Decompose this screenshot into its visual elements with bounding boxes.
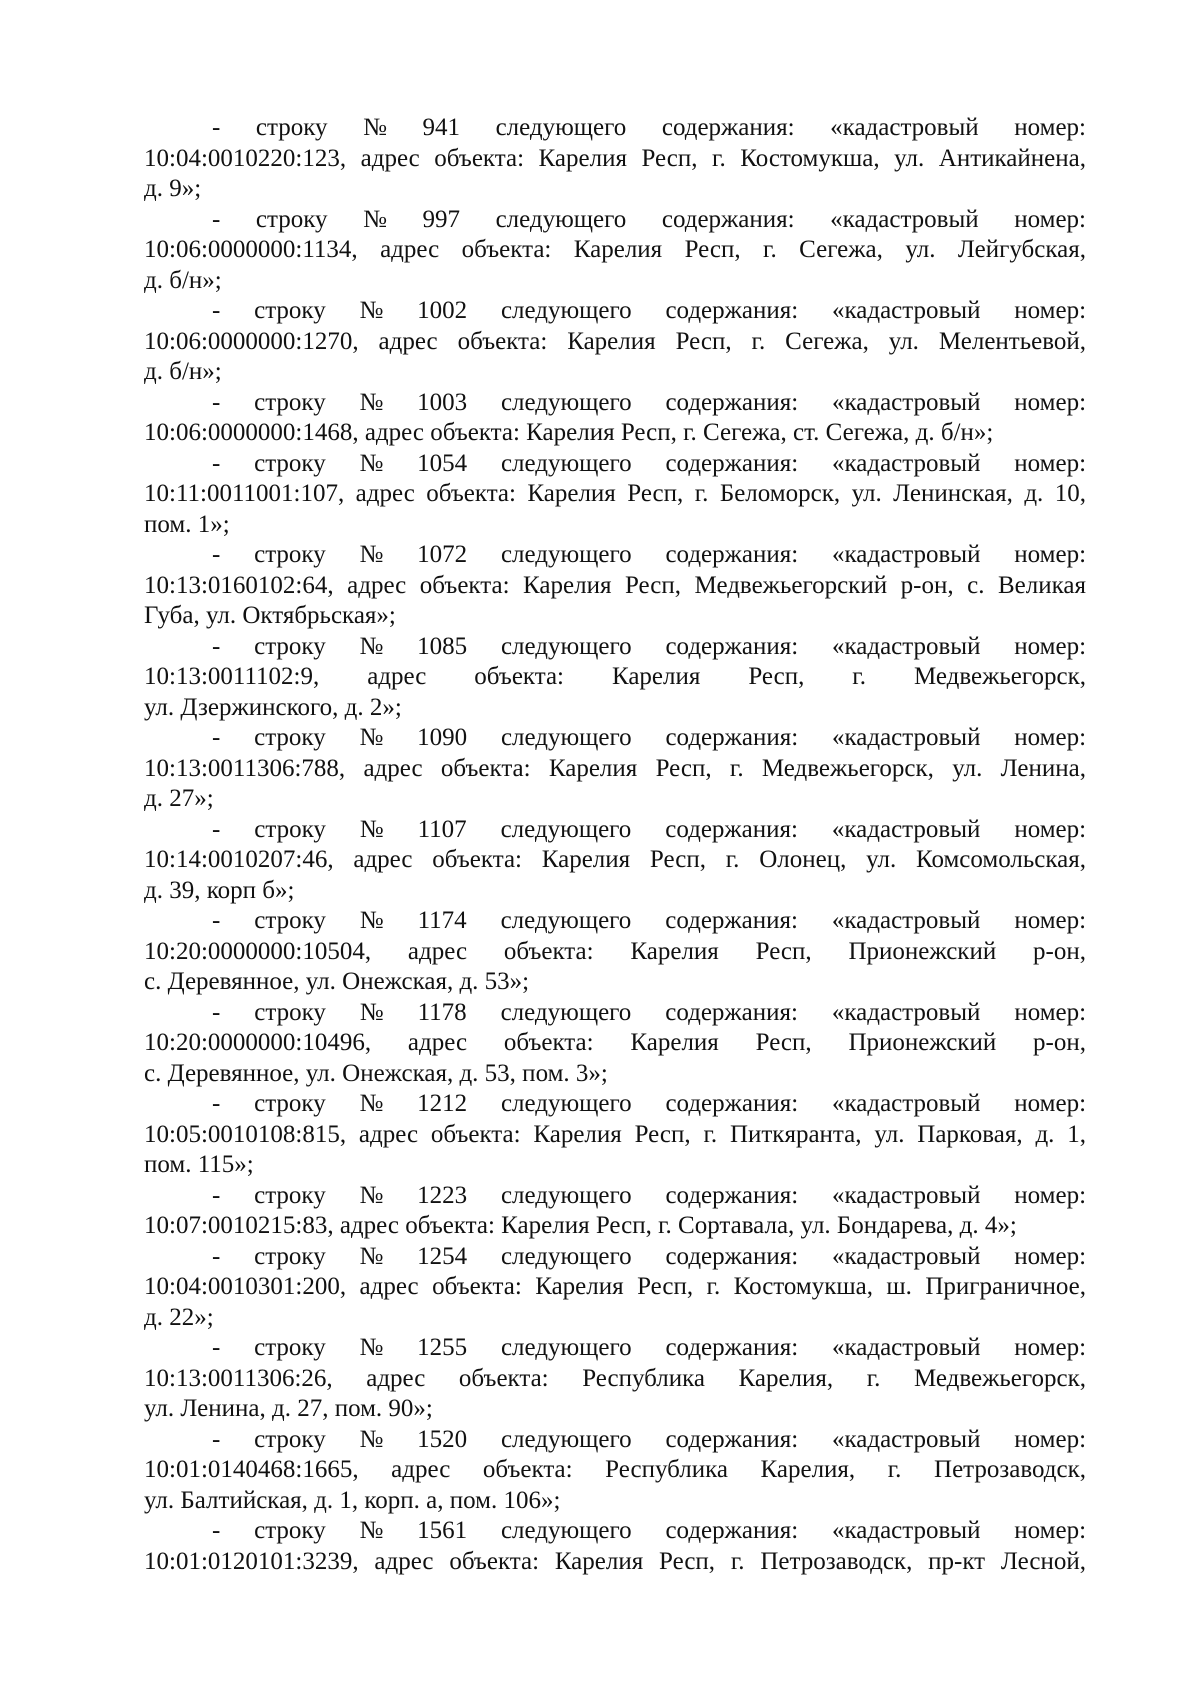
- entry-text-line: 10:06:0000000:1468, адрес объекта: Карелия Респ, г. Сегежа, ст. Сегежа, д. б/н»;: [144, 419, 994, 446]
- entry-header-line: [144, 1333, 1086, 1364]
- entry-text-line: ул. Балтийская, д. 1, корп. а, пом. 106»;: [144, 1486, 561, 1514]
- word-number: номер:: [1014, 388, 1087, 416]
- word-cadastral: «кадастровый: [831, 1334, 981, 1361]
- word-content: содержания:: [661, 205, 795, 233]
- word-following: следующего: [500, 1517, 632, 1544]
- word-following: следующего: [495, 114, 627, 141]
- word-cadastral: «кадастровый: [831, 449, 981, 477]
- word-cadastral: «кадастровый: [831, 388, 981, 416]
- word-content: содержания:: [665, 907, 798, 934]
- word-following: следующего: [495, 205, 627, 233]
- row-number: 1174: [417, 907, 467, 934]
- word-number: номер:: [1014, 205, 1086, 233]
- word-following: следующего: [500, 815, 632, 843]
- dash: -: [212, 388, 221, 416]
- word-row: строку: [254, 541, 326, 568]
- list-item: [144, 1516, 1086, 1577]
- word-content: содержания:: [665, 632, 799, 660]
- word-content: содержания:: [665, 297, 799, 324]
- word-number: номер:: [1014, 907, 1087, 934]
- list-item: [144, 998, 1086, 1090]
- dash: -: [212, 541, 221, 568]
- list-item: [144, 1181, 1086, 1242]
- row-number: 1085: [417, 632, 468, 660]
- row-number: 1178: [417, 998, 467, 1026]
- word-number: номер:: [1014, 1090, 1087, 1117]
- word-content: содержания:: [665, 815, 798, 843]
- list-item: [144, 632, 1086, 724]
- row-number: 1090: [417, 724, 468, 751]
- word-number: номер:: [1014, 815, 1087, 843]
- word-cadastral: «кадастровый: [830, 114, 979, 141]
- dash: -: [212, 449, 221, 477]
- list-item: [144, 388, 1086, 449]
- row-number: 1255: [417, 1334, 468, 1361]
- word-following: следующего: [500, 1090, 632, 1117]
- list-item: [144, 906, 1086, 998]
- word-content: содержания:: [665, 998, 798, 1026]
- row-number: 941: [422, 114, 460, 141]
- entry-header-line: [144, 205, 1086, 236]
- word-content: содержания:: [665, 1517, 799, 1544]
- word-cadastral: «кадастровый: [831, 998, 981, 1026]
- entry-text-line: 10:11:0011001:107, адрес объекта: Карелия Респ, г. Беломорск, ул. Ленинская, д. 10,: [144, 480, 1086, 507]
- entry-header-line: [144, 1516, 1086, 1547]
- word-row: строку: [254, 632, 326, 660]
- entry-text-line: 10:01:0140468:1665, адрес объекта: Республика Карелия, г. Петрозаводск,: [144, 1456, 1086, 1483]
- word-cadastral: «кадастровый: [831, 724, 981, 751]
- word-content: содержания:: [665, 388, 799, 416]
- word-cadastral: «кадастровый: [831, 1242, 981, 1270]
- word-row: строку: [254, 449, 326, 477]
- number-sign: №: [359, 541, 384, 568]
- dash: -: [212, 205, 221, 233]
- dash: -: [212, 1090, 221, 1117]
- word-cadastral: «кадастровый: [831, 1090, 981, 1117]
- dash: -: [212, 1334, 221, 1361]
- number-sign: №: [359, 815, 384, 843]
- entry-text-line: 10:13:0160102:64, адрес объекта: Карелия Респ, Медвежьегорский р-он, с. Великая: [144, 571, 1086, 599]
- number-sign: №: [359, 1242, 384, 1270]
- entry-text-line: 10:06:0000000:1270, адрес объекта: Карелия Респ, г. Сегежа, ул. Мелентьевой,: [144, 327, 1086, 355]
- word-content: содержания:: [665, 449, 799, 477]
- list-item: [144, 1089, 1086, 1181]
- word-number: номер:: [1014, 1425, 1087, 1453]
- word-number: номер:: [1014, 1181, 1087, 1209]
- list-item: [144, 449, 1086, 541]
- word-content: содержания:: [665, 541, 799, 568]
- word-row: строку: [254, 1334, 326, 1361]
- entry-header-line: [144, 723, 1086, 754]
- word-row: строку: [254, 724, 326, 751]
- entry-text-line: 10:04:0010301:200, адрес объекта: Карелия Респ, г. Костомукша, ш. Приграничное,: [144, 1273, 1086, 1300]
- dash: -: [212, 815, 221, 843]
- word-following: следующего: [500, 907, 632, 934]
- entry-header-line: [144, 632, 1086, 663]
- dash: -: [212, 1517, 221, 1544]
- entry-text-line: 10:13:0011102:9, адрес объекта: Карелия Респ, г. Медвежьегорск,: [144, 663, 1086, 690]
- word-following: следующего: [500, 724, 632, 751]
- word-content: содержания:: [661, 114, 795, 141]
- word-cadastral: «кадастровый: [831, 541, 981, 568]
- entry-text-line: д. 9»;: [144, 175, 202, 202]
- word-following: следующего: [500, 632, 632, 660]
- entry-text-line: 10:13:0011306:788, адрес объекта: Карелия Респ, г. Медвежьегорск, ул. Ленина,: [144, 754, 1086, 782]
- word-content: содержания:: [665, 1090, 799, 1117]
- number-sign: №: [359, 449, 384, 477]
- word-cadastral: «кадастровый: [831, 1425, 981, 1453]
- entry-text-line: 10:01:0120101:3239, адрес объекта: Карелия Респ, г. Петрозаводск, пр-кт Лесной,: [144, 1547, 1086, 1575]
- entry-text-line: д. 39, корп б»;: [144, 876, 295, 904]
- dash: -: [212, 1181, 221, 1209]
- entry-header-line: [144, 1089, 1086, 1120]
- list-item: [144, 205, 1086, 297]
- dash: -: [212, 1242, 221, 1270]
- word-following: следующего: [500, 1425, 632, 1453]
- row-number: 1254: [417, 1242, 468, 1270]
- number-sign: №: [363, 205, 387, 233]
- word-row: строку: [254, 388, 326, 416]
- dash: -: [212, 1425, 221, 1453]
- row-number: 1520: [417, 1425, 468, 1453]
- word-content: содержания:: [665, 1334, 799, 1361]
- word-content: содержания:: [665, 1181, 799, 1209]
- row-number: 1223: [417, 1181, 468, 1209]
- word-cadastral: «кадастровый: [831, 907, 981, 934]
- number-sign: №: [359, 297, 384, 324]
- dash: -: [212, 297, 221, 324]
- word-row: строку: [255, 114, 328, 141]
- word-row: строку: [254, 297, 326, 324]
- word-cadastral: «кадастровый: [831, 1517, 981, 1544]
- number-sign: №: [359, 998, 384, 1026]
- entry-header-line: [144, 815, 1086, 846]
- entry-text-line: пом. 115»;: [144, 1151, 254, 1178]
- word-cadastral: «кадастровый: [830, 205, 979, 233]
- word-following: следующего: [500, 449, 632, 477]
- entry-text-line: с. Деревянное, ул. Онежская, д. 53, пом. 3»;: [144, 1059, 608, 1087]
- word-cadastral: «кадастровый: [831, 297, 981, 324]
- entry-text-line: д. б/н»;: [144, 358, 222, 385]
- entry-header-line: [144, 113, 1086, 144]
- number-sign: №: [359, 632, 384, 660]
- list-item: [144, 1333, 1086, 1425]
- entry-header-line: [144, 449, 1086, 480]
- number-sign: №: [359, 724, 384, 751]
- number-sign: №: [359, 1334, 384, 1361]
- word-row: строку: [254, 1242, 326, 1270]
- dash: -: [212, 632, 221, 660]
- word-cadastral: «кадастровый: [831, 815, 981, 843]
- number-sign: №: [359, 907, 384, 934]
- row-number: 1107: [417, 815, 467, 843]
- entry-header-line: [144, 998, 1086, 1029]
- word-number: номер:: [1014, 632, 1087, 660]
- word-content: содержания:: [665, 1242, 799, 1270]
- entry-text-line: 10:20:0000000:10496, адрес объекта: Карелия Респ, Прионежский р-он,: [144, 1029, 1086, 1056]
- dash: -: [212, 998, 221, 1026]
- word-row: строку: [254, 1425, 326, 1453]
- entry-header-line: [144, 1181, 1086, 1212]
- word-cadastral: «кадастровый: [831, 1181, 981, 1209]
- row-number: 1002: [417, 297, 468, 324]
- row-number: 997: [422, 205, 460, 233]
- row-number: 1003: [417, 388, 468, 416]
- row-number: 1054: [417, 449, 468, 477]
- entry-text-line: ул. Дзержинского, д. 2»;: [144, 693, 402, 721]
- word-following: следующего: [500, 541, 632, 568]
- word-number: номер:: [1014, 1334, 1087, 1361]
- entry-text-line: 10:04:0010220:123, адрес объекта: Карелия Респ, г. Костомукша, ул. Антикайнена,: [144, 144, 1086, 172]
- entry-text-line: 10:06:0000000:1134, адрес объекта: Карелия Респ, г. Сегежа, ул. Лейгубская,: [144, 236, 1086, 263]
- word-row: строку: [254, 1090, 326, 1117]
- entry-header-line: [144, 388, 1086, 419]
- row-number: 1072: [417, 541, 468, 568]
- word-following: следующего: [500, 388, 632, 416]
- row-number: 1561: [417, 1517, 468, 1544]
- number-sign: №: [359, 1181, 384, 1209]
- dash: -: [212, 907, 221, 934]
- number-sign: №: [359, 388, 384, 416]
- word-row: строку: [254, 998, 326, 1026]
- word-following: следующего: [500, 1242, 632, 1270]
- entry-text-line: д. 27»;: [144, 785, 214, 812]
- list-item: [144, 296, 1086, 388]
- number-sign: №: [359, 1517, 384, 1544]
- entry-text-line: ул. Ленина, д. 27, пом. 90»;: [144, 1395, 433, 1422]
- entry-text-line: 10:13:0011306:26, адрес объекта: Республика Карелия, г. Медвежьегорск,: [144, 1364, 1086, 1392]
- entry-text-line: д. 22»;: [144, 1303, 214, 1331]
- entry-text-line: 10:20:0000000:10504, адрес объекта: Карелия Респ, Прионежский р-он,: [144, 937, 1086, 965]
- entry-text-line: Губа, ул. Октябрьская»;: [144, 602, 396, 629]
- word-row: строку: [254, 1517, 326, 1544]
- list-item: [144, 113, 1086, 205]
- word-row: строку: [255, 205, 328, 233]
- entry-header-line: [144, 540, 1086, 571]
- dash: -: [212, 724, 221, 751]
- entry-text-line: с. Деревянное, ул. Онежская, д. 53»;: [144, 968, 530, 995]
- number-sign: №: [363, 114, 387, 141]
- word-number: номер:: [1014, 541, 1087, 568]
- list-item: [144, 540, 1086, 632]
- number-sign: №: [359, 1425, 384, 1453]
- word-following: следующего: [500, 297, 632, 324]
- list-item: [144, 1242, 1086, 1334]
- entry-text-line: пом. 1»;: [144, 510, 230, 538]
- entry-text-line: 10:14:0010207:46, адрес объекта: Карелия Респ, г. Олонец, ул. Комсомольская,: [144, 846, 1086, 873]
- number-sign: №: [359, 1090, 384, 1117]
- word-cadastral: «кадастровый: [831, 632, 981, 660]
- list-item: [144, 723, 1086, 815]
- list-item: [144, 815, 1086, 907]
- word-following: следующего: [500, 998, 632, 1026]
- entry-header-line: [144, 1242, 1086, 1273]
- word-content: содержания:: [665, 724, 799, 751]
- list-item: [144, 1425, 1086, 1517]
- entry-text-line: 10:07:0010215:83, адрес объекта: Карелия Респ, г. Сортавала, ул. Бондарева, д. 4»;: [144, 1212, 1017, 1239]
- entry-header-line: [144, 296, 1086, 327]
- word-number: номер:: [1014, 998, 1087, 1026]
- dash: -: [212, 114, 221, 141]
- word-row: строку: [254, 815, 326, 843]
- word-number: номер:: [1014, 449, 1087, 477]
- word-number: номер:: [1014, 1242, 1087, 1270]
- word-row: строку: [254, 1181, 326, 1209]
- word-following: следующего: [500, 1181, 632, 1209]
- entry-text-line: д. б/н»;: [144, 266, 222, 294]
- word-number: номер:: [1014, 297, 1087, 324]
- entry-header-line: [144, 906, 1086, 937]
- word-number: номер:: [1014, 1517, 1087, 1544]
- entry-header-line: [144, 1425, 1086, 1456]
- word-following: следующего: [500, 1334, 632, 1361]
- word-number: номер:: [1014, 114, 1086, 141]
- word-row: строку: [254, 907, 326, 934]
- entry-text-line: 10:05:0010108:815, адрес объекта: Карелия Респ, г. Питкяранта, ул. Парковая, д. 1,: [144, 1120, 1086, 1148]
- word-content: содержания:: [665, 1425, 799, 1453]
- document-page: [144, 113, 1086, 1577]
- word-number: номер:: [1014, 724, 1087, 751]
- row-number: 1212: [417, 1090, 468, 1117]
